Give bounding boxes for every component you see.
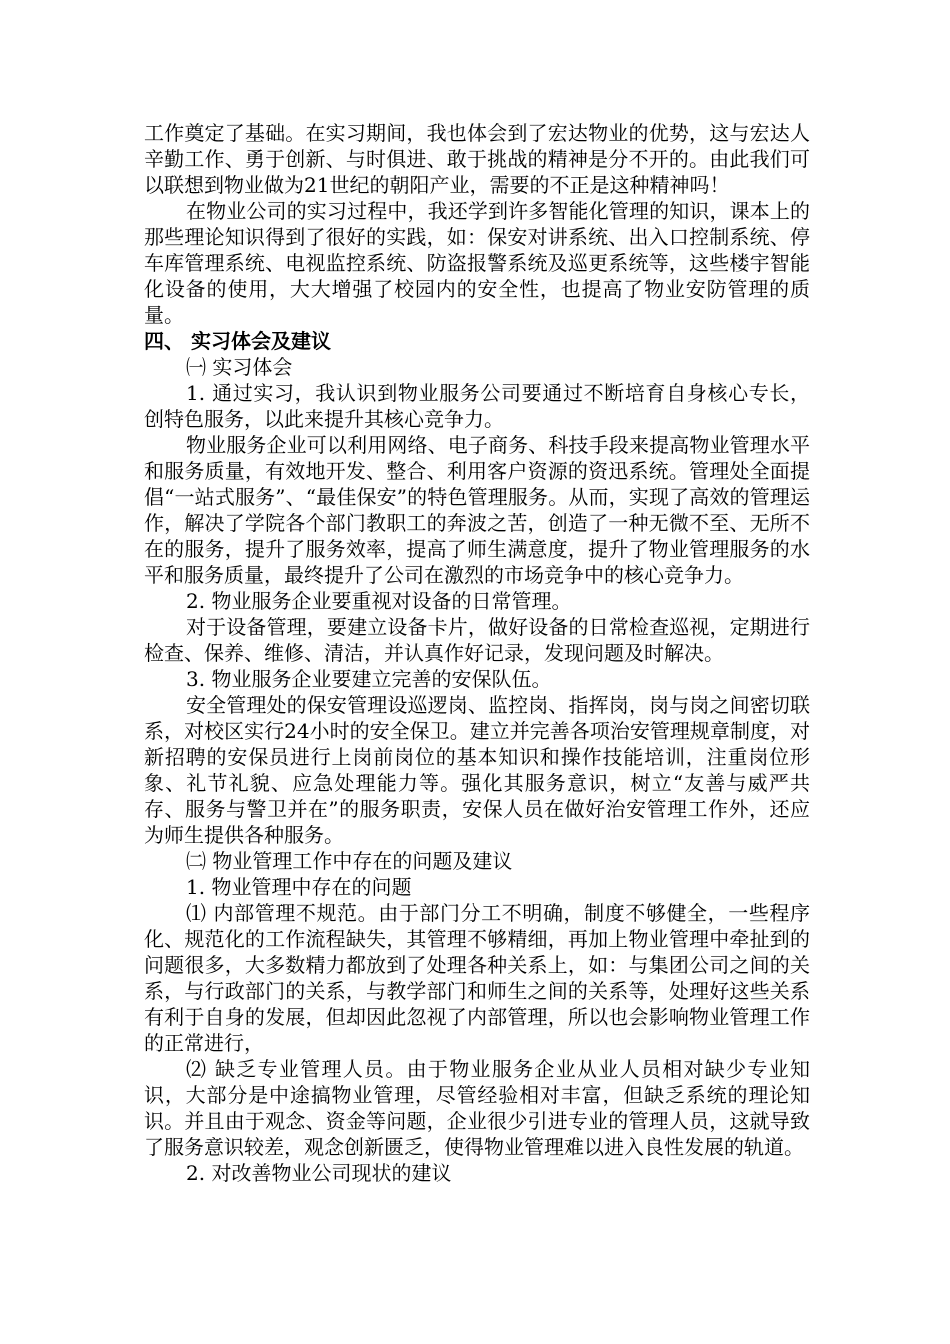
body-paragraph: 物业服务企业可以利用网络、电子商务、科技手段来提高物业管理水平和服务质量，有效地开发、整合、利用客户资源的资迅系统。管理处全面提倡“一站式服务”、“最佳保安”的特色管理服务。从而，实现了高效的管理运作，解决了学院各个部门教职工的奔波之苦，创造了一种无微不至、无所不在的服务，提升了服务效率，提高了师生满意度，提升了物业管理服务的水平和服务质量，最终提升了公司在激烈的市场竞争中的核心竞争力。: [144, 433, 810, 587]
body-paragraph: 工作奠定了基础。在实习期间，我也体会到了宏达物业的优势，这与宏达人辛勤工作、勇于创新、与时俱进、敢于挑战的精神是分不开的。由此我们可以联想到物业做为21世纪的朝阳产业，需要的不正是这种精神吗！: [144, 121, 810, 197]
subsection-heading: ㈠ 实习体会: [186, 355, 293, 379]
subsection-heading: ㈡ 物业管理工作中存在的问题及建议: [186, 849, 513, 873]
numbered-item: 2. 物业服务企业要重视对设备的日常管理。: [186, 589, 572, 613]
body-paragraph: 安全管理处的保安管理设巡逻岗、监控岗、指挥岗，岗与岗之间密切联系，对校区实行24小时的安全保卫。建立并完善各项治安管理规章制度，对新招聘的安保员进行上岗前岗位的基本知识和操作技能培训，注重岗位形象、礼节礼貌、应急处理能力等。强化其服务意识，树立“友善与威严共存、服务与警卫并在”的服务职责，安保人员在做好治安管理工作外，还应为师生提供各种服务。: [144, 693, 810, 847]
body-paragraph: ⑵ 缺乏专业管理人员。由于物业服务企业从业人员相对缺少专业知识，大部分是中途搞物业管理，尽管经验相对丰富，但缺乏系统的理论知识。并且由于观念、资金等问题，企业很少引进专业的管理人员，这就导致了服务意识较差，观念创新匮乏，使得物业管理难以进入良性发展的轨道。: [144, 1057, 810, 1159]
document-page: [144, 120, 810, 1186]
numbered-item: 2. 对改善物业公司现状的建议: [186, 1161, 452, 1185]
body-paragraph: 在物业公司的实习过程中，我还学到许多智能化管理的知识，课本上的那些理论知识得到了很好的实践，如：保安对讲系统、出入口控制系统、停车库管理系统、电视监控系统、防盗报警系统及巡更系统等，这些楼宇智能化设备的使用，大大增强了校园内的安全性，也提高了物业安防管理的质量。: [144, 199, 810, 327]
numbered-item: 1. 物业管理中存在的问题: [186, 875, 412, 899]
numbered-item: 1. 通过实习，我认识到物业服务公司要通过不断培育自身核心专长，创特色服务，以此来提升其核心竞争力。: [144, 381, 810, 431]
numbered-item: 3. 物业服务企业要建立完善的安保队伍。: [186, 667, 552, 691]
body-paragraph: 对于设备管理，要建立设备卡片，做好设备的日常检查巡视，定期进行检查、保养、维修、清洁，并认真作好记录，发现问题及时解决。: [144, 615, 810, 665]
section-heading: 四、 实习体会及建议: [144, 329, 331, 353]
body-paragraph: ⑴ 内部管理不规范。由于部门分工不明确，制度不够健全，一些程序化、规范化的工作流程缺失，其管理不够精细，再加上物业管理中牵扯到的问题很多，大多数精力都放到了处理各种关系上，如：与集团公司之间的关系，与行政部门的关系，与教学部门和师生之间的关系等，处理好这些关系有利于自身的发展，但却因此忽视了内部管理，所以也会影响物业管理工作的正常进行，: [144, 901, 810, 1055]
